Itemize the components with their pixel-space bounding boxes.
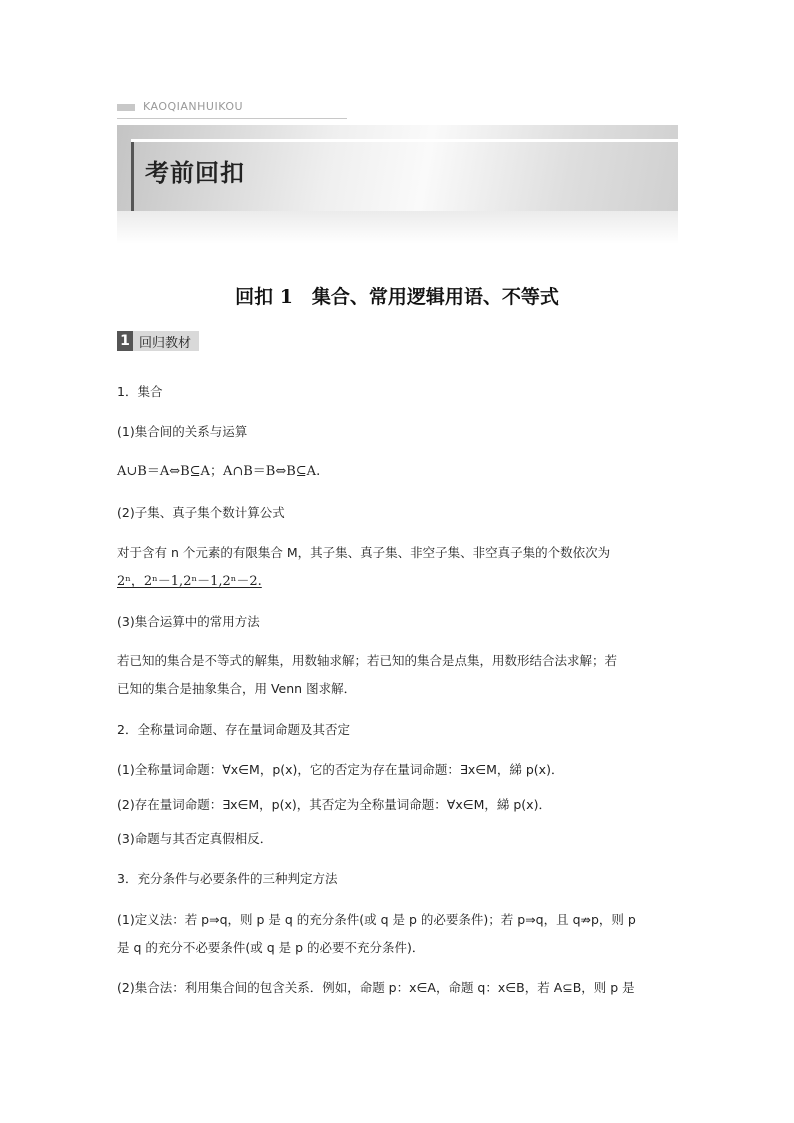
formula-subset-count: 2ⁿ，2ⁿ－1,2ⁿ－1,2ⁿ－2. <box>117 574 262 589</box>
section-tag <box>117 331 199 351</box>
paragraph-existential: (2)存在量词命题：∃x∈M，p(x)，其否定为全称量词命题：∀x∈M，綈 p(x)． <box>117 797 551 812</box>
paragraph-methods-1: 若已知的集合是不等式的解集，用数轴求解；若已知的集合是点集，用数形结合法求解；若 <box>117 653 618 668</box>
paragraph-definition-method-1: (1)定义法：若 p⇒q，则 p 是 q 的充分条件(或 q 是 p 的必要条件)；若 p⇒q，且 q⇏p，则 p <box>117 912 636 927</box>
chapter-banner <box>117 94 678 244</box>
paragraph-universal: (1)全称量词命题：∀x∈M，p(x)，它的否定为存在量词命题：∃x∈M，綈 p(x)． <box>117 762 564 777</box>
paragraph-definition-method-2: 是 q 的充分不必要条件(或 q 是 p 的必要不充分条件)． <box>117 940 425 955</box>
paragraph-methods-2: 已知的集合是抽象集合，用 Venn 图求解． <box>117 681 357 696</box>
heading-quantifiers: 2．全称量词命题、存在量词命题及其否定 <box>117 722 350 737</box>
paragraph-negation: (3)命题与其否定真假相反． <box>117 831 273 846</box>
banner-title: 考前回扣 <box>145 159 245 187</box>
subheading-methods: (3)集合运算中的常用方法 <box>117 614 260 629</box>
subheading-relations: (1)集合间的关系与运算 <box>117 424 248 439</box>
formula-union-intersection: A∪B＝A⇔B⊆A；A∩B＝B⇔B⊆A. <box>117 464 321 479</box>
section-tag-label: 回归教材 <box>139 335 192 351</box>
banner-box <box>117 125 678 211</box>
banner-rule <box>117 118 347 119</box>
banner-tag-bar <box>117 104 135 111</box>
heading-conditions: 3．充分条件与必要条件的三种判定方法 <box>117 871 338 886</box>
heading-sets: 1．集合 <box>117 384 163 399</box>
paragraph-subset-count: 对于含有 n 个元素的有限集合 M，其子集、真子集、非空子集、非空真子集的个数依次为 <box>117 545 611 560</box>
paragraph-set-method: (2)集合法：利用集合间的包含关系．例如，命题 p：x∈A，命题 q：x∈B，若 A⊆B，则 p 是 <box>117 980 635 995</box>
banner-english-title: KAOQIANHUIKOU <box>143 100 244 113</box>
banner-shadow <box>117 211 678 244</box>
section-title: 回扣 1 集合、常用逻辑用语、不等式 <box>235 286 559 308</box>
section-tag-number: 1 <box>117 331 133 351</box>
subheading-subset-count: (2)子集、真子集个数计算公式 <box>117 505 285 520</box>
